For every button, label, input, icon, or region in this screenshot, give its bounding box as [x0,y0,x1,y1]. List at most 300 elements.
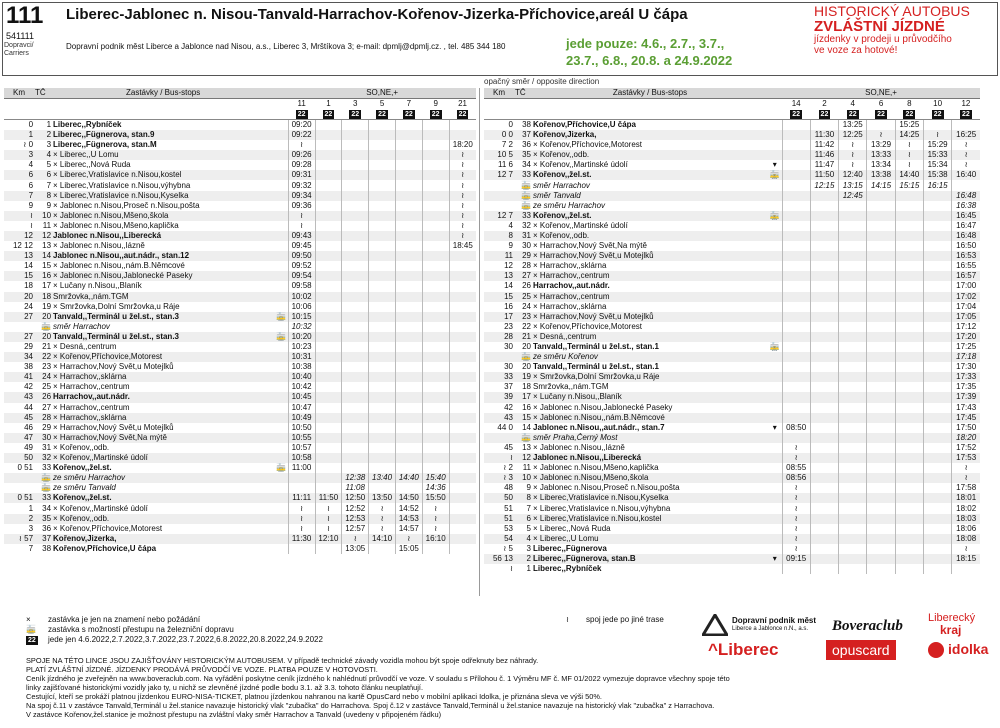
time-cell [867,392,895,402]
time-cell [422,140,449,150]
time-cell: ≀ [369,503,396,513]
time-cell: 09:28 [288,160,315,170]
stop-symbol [768,120,782,131]
time-cell [810,241,838,251]
km-cell: 15 [4,271,34,281]
timetable-row [484,231,980,241]
time-cell: 12:45 [839,191,867,201]
time-cell [395,392,422,402]
time-cell [782,352,810,362]
badge-22: 22 [378,111,386,118]
time-cell [342,443,369,453]
time-cell [810,382,838,392]
time-cell [867,261,895,271]
stop-symbol [274,170,288,180]
tc-cell: 21 [42,342,52,352]
time-cell [810,322,838,332]
time-cell [810,342,838,352]
km-cell: 7 [28,543,34,553]
time-cell: 10:06 [288,302,315,312]
time-cell [810,534,838,544]
time-cell [782,271,810,281]
time-cell [923,261,951,271]
tc-cell: 15 [42,261,52,271]
time-cell [342,160,369,170]
time-cell [369,150,396,160]
stop-symbol [274,191,288,201]
time-cell [895,433,923,443]
stop-symbol [768,140,782,150]
trip-badge [342,109,369,120]
historic-title: HISTORICKÝ AUTOBUS [814,3,970,19]
km-cell: 14 [504,281,513,291]
stop-name: × Harrachov,Nový Svět,u Motejlků [532,312,768,322]
km-cell: 1 [4,130,34,140]
time-cell [867,503,895,513]
time-cell [839,292,867,302]
stop-name: × Liberec,Vratislavice n.Nisou,výhybna [53,180,191,190]
time-cell [810,191,838,201]
time-cell [422,453,449,463]
timetable-row [4,514,476,524]
stop-name: × Kořenov,Příchovice,Motorest [533,140,643,150]
time-cell [449,312,476,322]
km-cell: 45 [4,413,34,423]
stop-name: × Liberec,,Nová Ruda [53,160,131,170]
time-cell [395,443,422,453]
time-cell [395,322,422,332]
time-cell [952,564,980,574]
time-cell [895,514,923,524]
time-cell [395,342,422,352]
tc-cell: 17 [42,281,52,291]
time-cell [923,201,951,211]
time-cell [782,211,810,221]
time-cell [395,251,422,261]
tc-cell: 22 [522,321,531,331]
time-cell: 09:43 [288,231,315,241]
tc-cell: 7 [46,180,52,190]
tc-cell: 28 [522,261,531,271]
km-cell: ≀ 3 [484,473,514,483]
time-cell [449,473,476,483]
time-cell [810,372,838,382]
km-cell: 37 [504,382,513,392]
time-cell [923,493,951,503]
time-cell [422,312,449,322]
stop-symbol [768,433,782,443]
time-cell [422,443,449,453]
time-cell [315,221,342,231]
time-cell [782,170,810,180]
operator-info: Dopravní podnik měst Liberce a Jablonce nad Nisou, a.s., Liberec 3, Mrštíkova 3; e-mail: dpmlj@dpmlj.cz. , tel. 485 344 180 [66,42,506,51]
time-cell [449,524,476,534]
time-cell: 16:15 [923,180,951,190]
trip-badge [867,109,895,120]
timetable-row [484,140,980,150]
km-cell: 24 [24,301,34,311]
time-cell [449,534,476,544]
time-cell [342,261,369,271]
time-cell [342,423,369,433]
stop-symbol [274,544,288,554]
time-cell [839,362,867,372]
stop-symbol [274,403,288,413]
time-cell [810,524,838,534]
timetable-row [484,392,980,402]
trip-number: 21 [458,99,467,108]
stop-name: × Harrachov,Nový Svět,u Motejlků [532,251,768,261]
time-cell [422,120,449,131]
time-cell [867,473,895,483]
time-cell [867,413,895,423]
timetable-row [4,292,476,302]
time-cell: 10:23 [288,342,315,352]
time-cell: 12:15 [810,180,838,190]
timetable-row [4,493,476,503]
time-cell: 10:49 [288,413,315,423]
time-cell [449,493,476,503]
time-cell [867,463,895,473]
time-cell [867,483,895,493]
timetable-row [484,514,980,524]
time-cell: 15:29 [923,140,951,150]
stop-symbol [274,281,288,291]
tc-cell: 38 [522,120,531,129]
time-cell [422,170,449,180]
time-cell [839,342,867,352]
time-cell: ≀ [288,211,315,221]
stop-name: × Liberec,,U Lomu [52,150,274,160]
stop-name: × Kořenov,,Martinské údolí [53,503,148,513]
time-cell: ≀ [395,534,422,544]
time-cell [810,120,838,131]
time-cell [839,221,867,231]
time-cell [369,312,396,322]
km-cell: 15 [484,292,514,302]
stop-symbol: 🚋 [768,211,782,221]
time-cell [810,302,838,312]
time-cell [422,241,449,251]
time-cell: 12:10 [315,534,342,544]
time-cell [422,302,449,312]
tc-cell: 12 [514,453,532,463]
time-cell: 16:53 [952,251,980,261]
stop-symbol [768,392,782,402]
time-cell [867,524,895,534]
time-cell [810,443,838,453]
km-cell: 13 [4,251,34,261]
idolka-icon [928,642,944,658]
time-cell: 17:00 [952,281,980,291]
time-cell [923,483,951,493]
km-cell: 11 6 [498,160,513,170]
note-line: SPOJE NA TÉTO LINCE JSOU ZAJIŠŤOVÁNY HISTORICKÝM AUTOBUSEM. V případě technické závady vozidla mohou být spoje odřeknuty bez náhrady. [26,656,539,665]
km-cell: 0 0 [484,130,514,140]
stop-name: × Jablonec n.Nisou,,nám.B.Němcové [53,261,185,271]
time-cell [782,392,810,402]
time-cell [810,221,838,231]
trip-badge [369,109,396,120]
time-cell [923,342,951,352]
time-cell [923,544,951,554]
tc-cell: 35 [34,514,52,524]
stop-name: ze směru Harrachov [52,473,274,483]
time-cell [867,564,895,574]
tc-cell: 11 [42,220,52,230]
time-cell: ≀ [449,180,476,190]
timetable-row [484,352,980,362]
time-cell [895,342,923,352]
time-cell [782,433,810,443]
stop-name: × Harrachov,,centrum [53,382,130,392]
time-cell [839,473,867,483]
time-cell: 17:33 [952,372,980,382]
note-line: Ceník jízdného je zveřejněn na www.boveraclub.com. Na vyřádění poskytne ceník jízdného k nahlédnutí průvodčí ve voze. V souladu s Přílohou č. 1 Výměru MF č. MF 01/2022 vymezuje dopravce všechny spoje této linky zajišťované historickými vozidly jako ty, u nichž se zlevněné jízdné podle bodu 3.1. až 3.3. tohoto článku neuplatňují. [26,674,730,692]
validity-line-1: jede pouze: 4.6., 2.7., 3.7., [566,36,725,51]
time-cell [395,180,422,190]
stop-name: Harrachov,,aut.nádr. [533,281,610,291]
time-cell: 09:34 [288,191,315,201]
time-cell [315,453,342,463]
timetable-row [4,130,476,140]
badge-22: 22 [792,111,801,118]
stop-symbol [274,493,288,503]
km-cell: 49 [24,442,34,452]
stop-name: × Smržovka,Dolní Smržovka,u Ráje [532,372,768,382]
km-cell: 6 [4,170,34,180]
timetable-row [4,503,476,513]
stop-name: × Jablonec n.Nisou,Mšeno,kaplička [533,463,659,473]
time-cell [315,160,342,170]
time-cell: ≀ [839,150,867,160]
stop-name: × Liberec,Vratislavice n.Nisou,Kyselka [52,191,274,201]
timetable-row [4,322,476,332]
time-cell: ≀ [315,503,342,513]
time-cell: 10:45 [288,392,315,402]
time-cell: 14:57 [395,524,422,534]
time-cell [839,403,867,413]
km-cell: 4 [508,220,513,230]
stop-symbol: 🚋 [274,312,288,322]
stop-symbol [768,443,782,453]
km-cell: 7 2 [501,140,513,150]
trip-badge [449,109,476,120]
stop-symbol [768,473,782,483]
time-cell [315,413,342,423]
other-route-symbol: ≀ [566,615,569,624]
stop-name: × Lučany n.Nisou,,Blaník [532,392,768,402]
tc-cell: 33 [514,170,532,180]
time-cell [369,261,396,271]
time-cell [895,554,923,564]
km-cell [4,322,34,332]
time-cell [923,221,951,231]
time-cell: 14:40 [895,170,923,180]
time-cell: ≀ [782,524,810,534]
time-cell [369,483,396,493]
km-cell: 0 51 [4,493,34,503]
stop-name: Liberec,,Fügnerova [533,543,607,553]
tc-cell: 14 [34,251,52,261]
time-cell [839,241,867,251]
time-cell [395,352,422,362]
time-cell: ≀ [952,463,980,473]
timetable-row [4,483,476,493]
time-cell [315,382,342,392]
time-cell [867,322,895,332]
tc-cell: 9 [526,483,531,493]
time-cell [395,221,422,231]
km-cell: 43 [4,392,34,402]
time-cell [288,473,315,483]
time-cell: ≀ [923,130,951,140]
badge-22: 22 [905,111,914,118]
stop-symbol [768,241,782,251]
stop-symbol [274,160,288,170]
km-cell: 50 [4,453,34,463]
stop-name: × Harrachov,Nový Svět,Na mýtě [52,433,274,443]
time-cell [867,352,895,362]
time-cell [422,463,449,473]
time-cell [867,120,895,131]
timetable-row [484,120,980,131]
tc-cell: 8 [514,493,532,503]
stop-symbol: 🚋 [275,463,286,473]
tc-cell: 19 [514,372,532,382]
time-cell: ≀ [782,534,810,544]
time-cell: ≀ [782,453,810,463]
km-cell: 7 [4,191,34,201]
trip-number: 1 [326,99,331,108]
time-cell [422,201,449,211]
tc-cell: 2 [514,554,532,564]
stop-symbol [274,251,288,261]
km-cell: 16 [504,301,513,311]
stop-symbol [768,403,782,413]
tc-cell: 30 [522,241,531,251]
timetable-row [484,312,980,322]
timetable-row [484,483,980,493]
time-cell [422,292,449,302]
timetable-row [484,544,980,554]
time-cell [449,120,476,131]
stop-symbol [768,322,782,332]
time-cell [369,292,396,302]
time-cell [867,271,895,281]
time-cell [923,271,951,281]
time-cell: 17:35 [952,382,980,392]
time-cell [895,392,923,402]
historic-note-1: jízdenky v prodeji u průvodčího [814,34,952,45]
stop-symbol [274,231,288,241]
timetable-row [4,302,476,312]
time-cell [449,403,476,413]
km-cell: ≀ 0 [23,140,34,150]
time-cell [422,342,449,352]
time-cell [810,483,838,493]
time-cell [810,473,838,483]
stop-name: × Desná,,centrum [532,332,768,342]
time-cell [895,261,923,271]
stop-name: × Harrachov,Nový Svět,Na mýtě [533,241,647,251]
note-line: Na spoj č.11 v zastávce Tanvald,Terminál u žel.stanice navazuje historický vlak "zubačka" do Harrachova. Spoj č.12 v zastávce Tanvald,Terminál u žel.stanice navazuje na historický vlak "zubačka" z Harrachova. [26,701,715,710]
time-cell [315,302,342,312]
time-cell [839,211,867,221]
time-cell: 09:26 [288,150,315,160]
km-cell: 0 [508,120,513,129]
time-cell [895,251,923,261]
stop-name: × Harrachov,,sklárna [533,301,607,311]
tc-cell: 17 [514,392,532,402]
timetable-row [484,241,980,251]
time-cell: 10:15 [288,312,315,322]
liberec-logo: ^Liberec [708,640,779,659]
km-cell: 0 [28,120,34,129]
time-cell [342,221,369,231]
stop-symbol [768,261,782,271]
time-cell [369,231,396,241]
time-cell [923,120,951,131]
trip-number: 10 [933,99,943,108]
stop-symbol [274,382,288,392]
trip-number: 14 [791,99,801,108]
tc-cell: 31 [42,442,52,452]
time-cell [342,403,369,413]
time-cell [923,514,951,524]
time-cell [315,140,342,150]
time-cell [342,251,369,261]
stop-name: Kořenov,,žel.st. [532,170,768,180]
time-cell [839,271,867,281]
time-cell [369,362,396,372]
time-cell [782,150,810,160]
time-cell [342,392,369,402]
km-cell: 34 [4,352,34,362]
stop-symbol [768,514,782,524]
timetable-row [484,160,980,170]
time-cell [782,564,810,574]
time-cell [315,191,342,201]
idolka-logo: idolka [948,641,989,657]
timetable-row [484,292,980,302]
timetable-row [4,201,476,211]
time-cell: 16:10 [422,534,449,544]
time-cell [369,433,396,443]
time-cell [449,503,476,513]
time-cell [895,191,923,201]
trip-badge [782,109,810,120]
time-cell [839,423,867,433]
time-cell [839,261,867,271]
timetable-row [484,463,980,473]
time-cell [895,473,923,483]
time-cell [395,241,422,251]
stop-name: Jablonec n.Nisou,,aut.nádr., stan.7 [533,422,665,432]
km-cell: ≀ 57 [4,534,34,544]
stop-symbol [274,130,288,140]
timetable-row [4,281,476,291]
timetable-row [4,453,476,463]
stop-name: × Harrachov,Nový Svět,u Motejlků [53,362,174,372]
time-cell [867,534,895,544]
time-cell [867,544,895,554]
time-cell [342,281,369,291]
timetable-row [484,221,980,231]
time-cell [923,312,951,322]
time-cell [449,302,476,312]
km-cell: 3 [4,150,34,160]
